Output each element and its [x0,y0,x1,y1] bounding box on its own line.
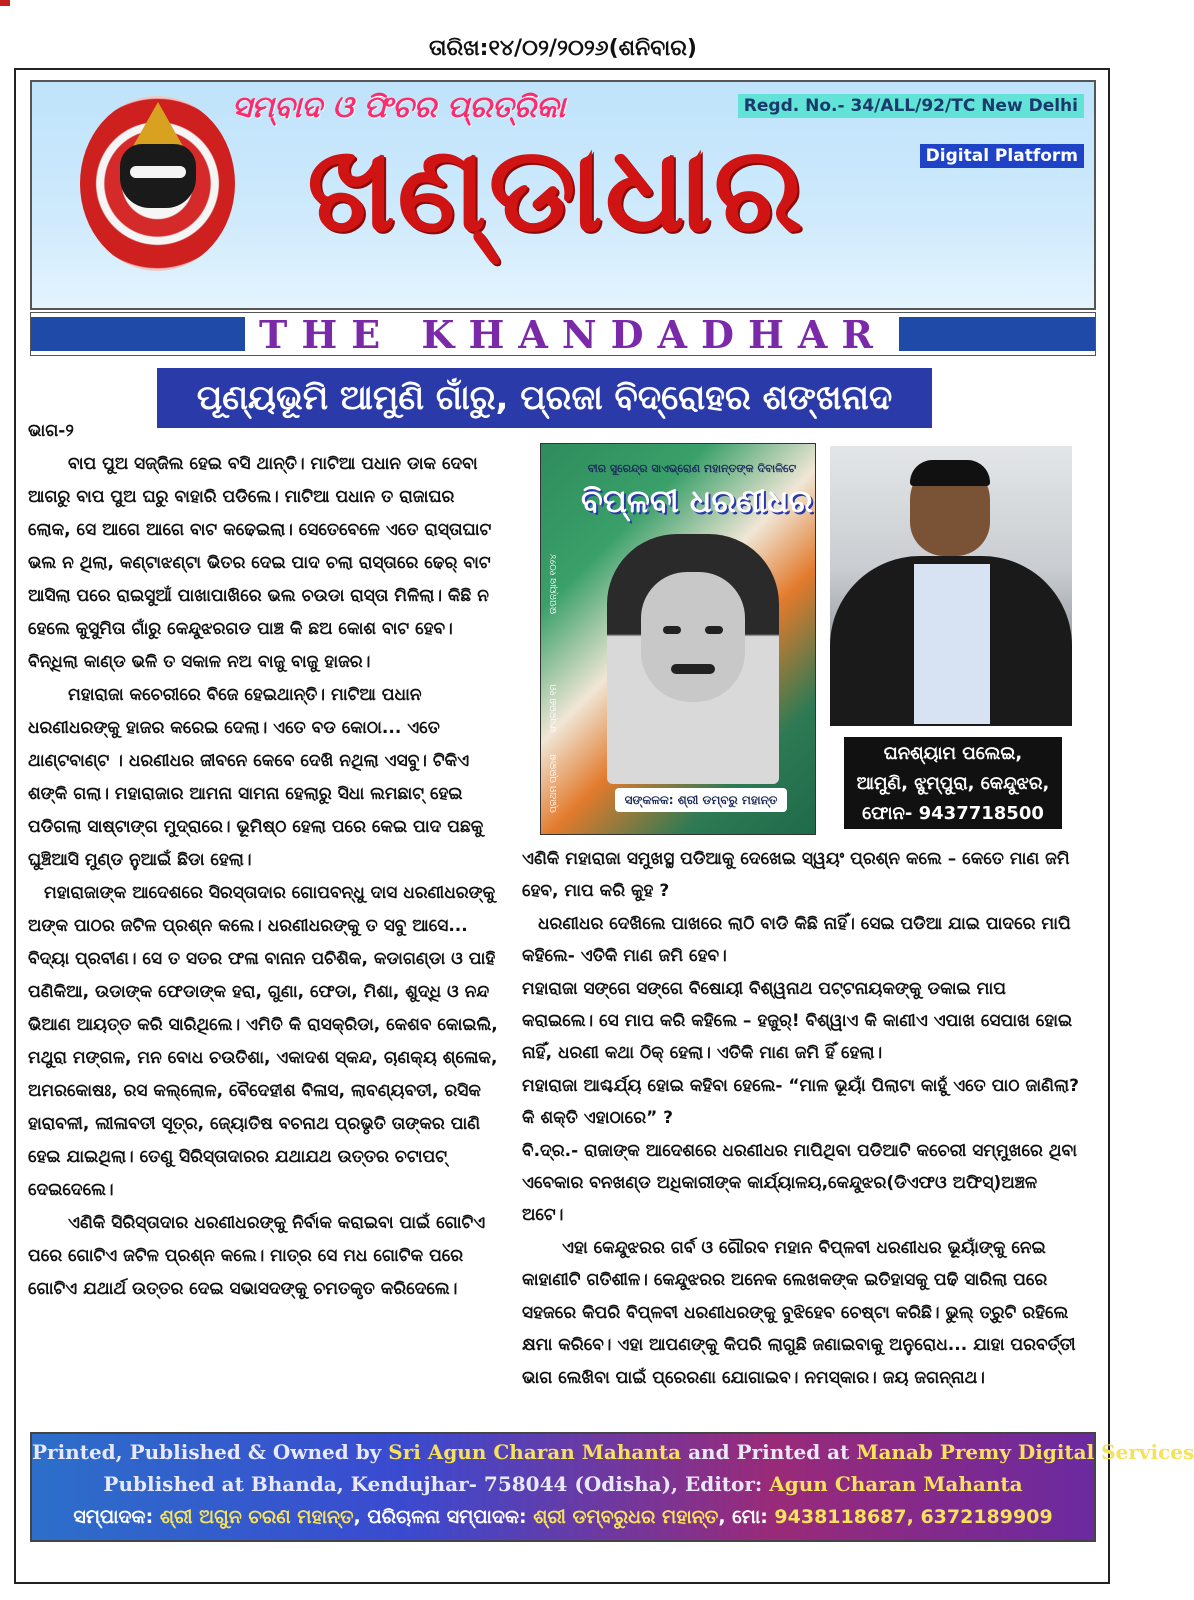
issue-date: ତାରିଖ:୧୪/୦୨/୨୦୨୬(ଶନିବାର) [429,36,697,61]
right-paragraph: ଏଣିକି ମହାରାଜା ସମୁଖସ୍ଥ ପଡିଆକୁ ଦେଖେଇ ସ୍ୱୟଂ ପ୍ରଶ୍ନ କଲେ – କେତେ ମାଣ ଜମି ହେବ, ମାପ କରି କୁହ ? [522,849,1070,902]
photo-shirt [914,564,990,724]
imprint-text: ସମ୍ପାଦକ: [73,1506,160,1528]
contact-phone: 9438118687, 6372189909 [774,1506,1053,1528]
platform-badge: Digital Platform [920,144,1084,168]
right-paragraph: ମହାରାଜା ଆଶ୍ଚର୍ଯ୍ୟ ହୋଇ କହିବା ହେଲେ- “ମାଳ ଭୂୟାଁ ପିଲାଟା କାହୁଁ ଏତେ ପାଠ ଜାଣିଲା? କି ଶକ୍ତି ଏହାଠାରେ” ? [522,1075,1079,1129]
portrait-face [641,572,745,702]
imprint-printer: Manab Premy Digital Services [856,1440,1194,1464]
corner-mark [0,0,10,6]
imprint-text: , ପରିଚାଳନା ସମ୍ପାଦକ: [353,1506,534,1528]
right-paragraph: ଧରଣୀଧର ଦେଖିଲେ ପାଖରେ ଲାଠି ବାଡି କିଛି ନାହିଁ। ସେଇ ପଡିଆ ଯାଇ ପାଦରେ ମାପି କହିଲେ- ଏତିକି ମାଣ ଜମି ହେବ। [522,913,1071,967]
imprint-footer [30,1432,1194,1542]
book-spine-text: ପ୍ରଥମ ପ୍ରକାଶ [549,754,559,813]
author-phone: ଫୋନ- 9437718500 [862,803,1044,824]
english-title-bar [30,312,1096,356]
left-paragraph: ଏଣିକି ସିରିସ୍ତାଦାର ଧରଣୀଧରଙ୍କୁ ନିର୍ବାକ କରାଇବା ପାଇଁ ଗୋଟିଏ ପରେ ଗୋଟିଏ ଜଟିଳ ପ୍ରଶ୍ନ କଲେ। ମାତ୍ର ସେ ମଧ ଗୋଟିକ ପରେ ଗୋଟିଏ ଯଥାର୍ଥ ଉତ୍ତର ଦେଇ ସଭାସଦଙ୍କୁ ଚମତକୃତ କରିଦେଲେ। [28,1213,486,1299]
imprint-text: Published at Bhanda, Kendujhar- 758044 (Odisha), Editor: [103,1472,770,1496]
article-part: ଭାଗ-୨ [28,421,74,441]
book-spine-text: ସଂସ୍କରଣ ୧ମ [549,684,559,733]
deity-face [120,144,196,208]
left-column [28,448,500,1306]
editor-name: ଶ୍ରୀ ଅଗୁନ ଚରଣ ମହାନ୍ତ [159,1506,354,1528]
author-address: ଆମୁଣି, ଝୁମ୍ପୁରା, କେନ୍ଦୁଝର, [856,773,1050,794]
managing-editor-name: ଶ୍ରୀ ଡମ୍ବରୁଧର ମହାନ୍ତ [533,1506,719,1528]
left-paragraph: ବାପ ପୁଅ ସଜ୍ଜିଲ ହେଇ ବସି ଥାନ୍ତି। ମାଟିଆ ପଧାନ ଡାକ ଦେବା ଆଗରୁ ବାପ ପୁଅ ଘରୁ ବାହାରି ପଡିଲେ। ମାଟିଆ ପଧାନ ତ ରାଜାଘର ଲୋକ, ସେ ଆଗେ ଆଗେ ବାଟ କଢେଇଲା। ସେତେବେଳେ ଏତେ ରାସ୍ତାଘାଟ ଭଲ ନ ଥିଲା, କଣ୍ଟାଝଣ୍ଟା ଭିତର ଦେଇ ପାଦ ଚଲା ରାସ୍ତାରେ ଢେର୍ ବାଟ ଆସିଲା ପରେ ରାଇସୁଆଁ ପାଖାପାଖିରେ ଭଲ ଚଉଡା ରାସ୍ତା ମିଳିଲା। କିଛି ନ ହେଲେ କୁସୁମିତା ଗାଁରୁ କେନ୍ଦୁଝରଗଡ ପାଞ୍ଚ କି ଛଅ କୋଶ ବାଟ ହେବ। ବିନ୍ଧିଲା କାଣ୍ଡ ଭଳି ତ ସକାଳ ନଅ ବାଜୁ ବାଜୁ ହାଜର। [28,454,492,672]
imprint-line-3 [32,1506,1094,1528]
deity-crown [132,102,184,148]
imprint-editor: Agun Charan Mahanta [769,1472,1023,1496]
imprint-text: and Printed at [681,1440,857,1464]
photo-head [910,460,990,556]
author-name: ଘନଶ୍ୟାମ ପଲେଇ, [883,743,1023,764]
right-paragraph: ଏହା କେନ୍ଦୁଝରର ଗର୍ବ ଓ ଗୌରବ ମହାନ ବିପ୍ଳବୀ ଧରଣୀଧର ଭୂୟାଁଙ୍କୁ ନେଇ କାହାଣୀଟି ଗତିଶୀଳ। କେନ୍ଦୁଝରର ଅନେକ ଲେଖକଙ୍କ ଇତିହାସକୁ ପଢି ସାରିଲା ପରେ ସହଜରେ କିପରି ବିପ୍ଳବୀ ଧରଣୀଧରଙ୍କୁ ବୁଝିହେବ ଚେଷ୍ଟା କରିଛି। ଭୁଲ୍ ତ୍ରୁଟି ରହିଲେ କ୍ଷମା କରିବେ। ଏହା ଆପଣଙ୍କୁ କିପରି ଲାଗୁଛି ଜଣାଇବାକୁ ଅନୁରୋଧ... ଯାହା ପରବର୍ତ୍ତୀ ଭାଗ ଲେଖିବା ପାଇଁ ପ୍ରେରଣା ଯୋଗାଇବ। ନମସ୍କାର। ଜୟ ଜଗନ୍ନାଥ। [522,1237,1076,1388]
book-cover-image [540,443,816,835]
english-bar-left-block [31,317,245,351]
registration-number: Regd. No.- 34/ALL/92/TC New Delhi [738,94,1084,118]
book-portrait [607,534,779,784]
author-caption [844,737,1062,829]
imprint-text: Printed, Published & Owned by [32,1440,389,1464]
author-photo [830,446,1072,721]
masthead [30,80,1096,310]
english-bar-right-block [899,317,1095,351]
imprint-line-2 [32,1472,1094,1496]
book-spine-text: ଉପନ୍ୟାସ ୧୦୨୪ [549,554,559,615]
imprint-owner: Sri Agun Charan Mahanta [388,1440,682,1464]
deity-logo-icon [80,96,235,271]
masthead-tagline: ସମ୍ବାଦ ଓ ଫିଚର ପ୍ରତ୍ରିକା [232,90,566,125]
book-top-text: ବୀର ସୁରେନ୍ଦ୍ର ସାଏଭ୍ରୋଣ ମହାନ୍ତଙ୍କ ଦିବାଳିଟେ [587,462,797,475]
book-title: ବିପ୍ଳବୀ ଧରଣୀଧର [581,482,813,520]
article-headline: ପୂଣ୍ୟଭୂମି ଆମୁଣି ଗାଁରୁ, ପ୍ରଜା ବିଦ୍ରୋହର ଶଙ୍ଖନାଦ [157,368,932,428]
imprint-line-1 [32,1440,1194,1464]
book-author: ସଙ୍କଳକ: ଶ୍ରୀ ଡମ୍ବରୁ ମହାନ୍ତ [615,788,787,812]
right-column [522,843,1080,1394]
left-paragraph: ମହାରାଜାଙ୍କ ଆଦେଶରେ ସିରସ୍ତାଦାର ଗୋପବନ୍ଧୁ ଦାସ ଧରଣୀଧରଙ୍କୁ ଅଙ୍କ ପାଠର ଜଟିଳ ପ୍ରଶ୍ନ କଲେ। ଧରଣୀଧରଙ୍କୁ ତ ସବୁ ଆସେ... ବିଦ୍ୟା ପ୍ରବୀଣ। ସେ ତ ସତର ଫଳା ବାନାନ ପଚିଶିକ, କଡାଗଣ୍ଡା ଓ ପାହି ପଣିକିଆ, ଉଡାଙ୍କ ଫେଡାଙ୍କ ହରା, ଗୁଣା, ଫେଡା, ମିଶା, ଶୁଦ୍ଧି ଓ ନନ୍ଦ ଭିଆଣ ଆୟତ୍ତ କରି ସାରିଥିଲେ। ଏମିତି କି ରାସକ୍ରିଡା, କେଶବ କୋଇଲି, ମଥୁରା ମଙ୍ଗଳ, ମନ ବୋଧ ଚଉତିଶା, ଏକାଦଶ ସ୍କନ୍ଦ, ଚାଣକ୍ୟ ଶ୍ଳୋକ, ଅମରକୋଷଃ, ରସ କଲ୍ଲୋଳ, ବୈଦେହୀଶ ବିଳାସ, ଲାବଣ୍ୟବତୀ, ରସିକ ହାରାବଳୀ, ଲୀଳାବତୀ ସୂତ୍ର, ଜ୍ୟୋତିଷ ବଚନାଥ ପ୍ରଭୃତି ତାଙ୍କର ପାଣି ହେଇ ଯାଇଥିଲା। ତେଣୁ ସିରିସ୍ତାଦାରର ଯଥାଯଥ ଉତ୍ତର ଚଟାପଟ୍ ଦେଇଦେଲେ। [28,883,498,1200]
newspaper-title: ଖଣ୍ଡାଧାର [307,119,806,258]
right-paragraph: ବି.ଦ୍ର.- ରାଜାଙ୍କ ଆଦେଶରେ ଧରଣୀଧର ମାପିଥିବା ପଡିଆଟି କଚେରୀ ସମ୍ମୁଖରେ ଥିବା ଏବେକାର ବନଖଣ୍ଡ ଅଧିକାରୀଙ୍କ କାର୍ଯ୍ୟାଳୟ,କେନ୍ଦୁଝର(ଡିଏଫଓ ଅଫିସ୍)ଅଞ୍ଚଳ ଅଟେ। [522,1140,1077,1226]
right-paragraph: ମହାରାଜା ସଙ୍ଗେ ସଙ୍ଗେ ବିଷୋୟୀ ବିଶ୍ୱନାଥ ପଟ୍ଟନାୟକଙ୍କୁ ଡକାଇ ମାପ କରାଇଲେ। ସେ ମାପ କରି କହିଲେ – ହଜୁର୍! ବିଶ୍ୱାଏ କି କାଣୀଏ ଏପାଖ ସେପାଖ ହୋଇ ନାହିଁ, ଧରଣୀ କଥା ଠିକ୍ ହେଲା। ଏତିକି ମାଣ ଜମି ହିଁ ହେଲା। [522,978,1073,1064]
left-paragraph: ମହାରାଜା କଚେରୀରେ ବିଜେ ହେଇଥାନ୍ତି। ମାଟିଆ ପଧାନ ଧରଣୀଧରଙ୍କୁ ହାଜର କରେଇ ଦେଲା। ଏତେ ବଡ କୋଠା... ଏତେ ଥାଣ୍ଟବାଣ୍ଟ । ଧରଣୀଧର ଜୀବନେ କେବେ ଦେଖି ନଥିଲା ଏସବୁ। ଟିକିଏ ଶଙ୍କି ଗଲା। ମହାରାଜାର ଆମନା ସାମନା ହେଲାରୁ ସିଧା ଲମଛାଟ୍ ହେଇ ପଡିଗଲା ସାଷ୍ଟାଙ୍ଗ ମୁଦ୍ରାରେ। ଭୂମିଷ୍ଠ ହେଲା ପରେ କେଇ ପାଦ ପଛକୁ ଘୁଞ୍ଚିଆସି ମୁଣ୍ଡ ନୁଆଇଁ ଛିଡା ହେଲା। [28,685,484,870]
imprint-text: , ମୋ: [718,1506,775,1528]
english-title: THE KHANDADHAR [259,312,887,357]
